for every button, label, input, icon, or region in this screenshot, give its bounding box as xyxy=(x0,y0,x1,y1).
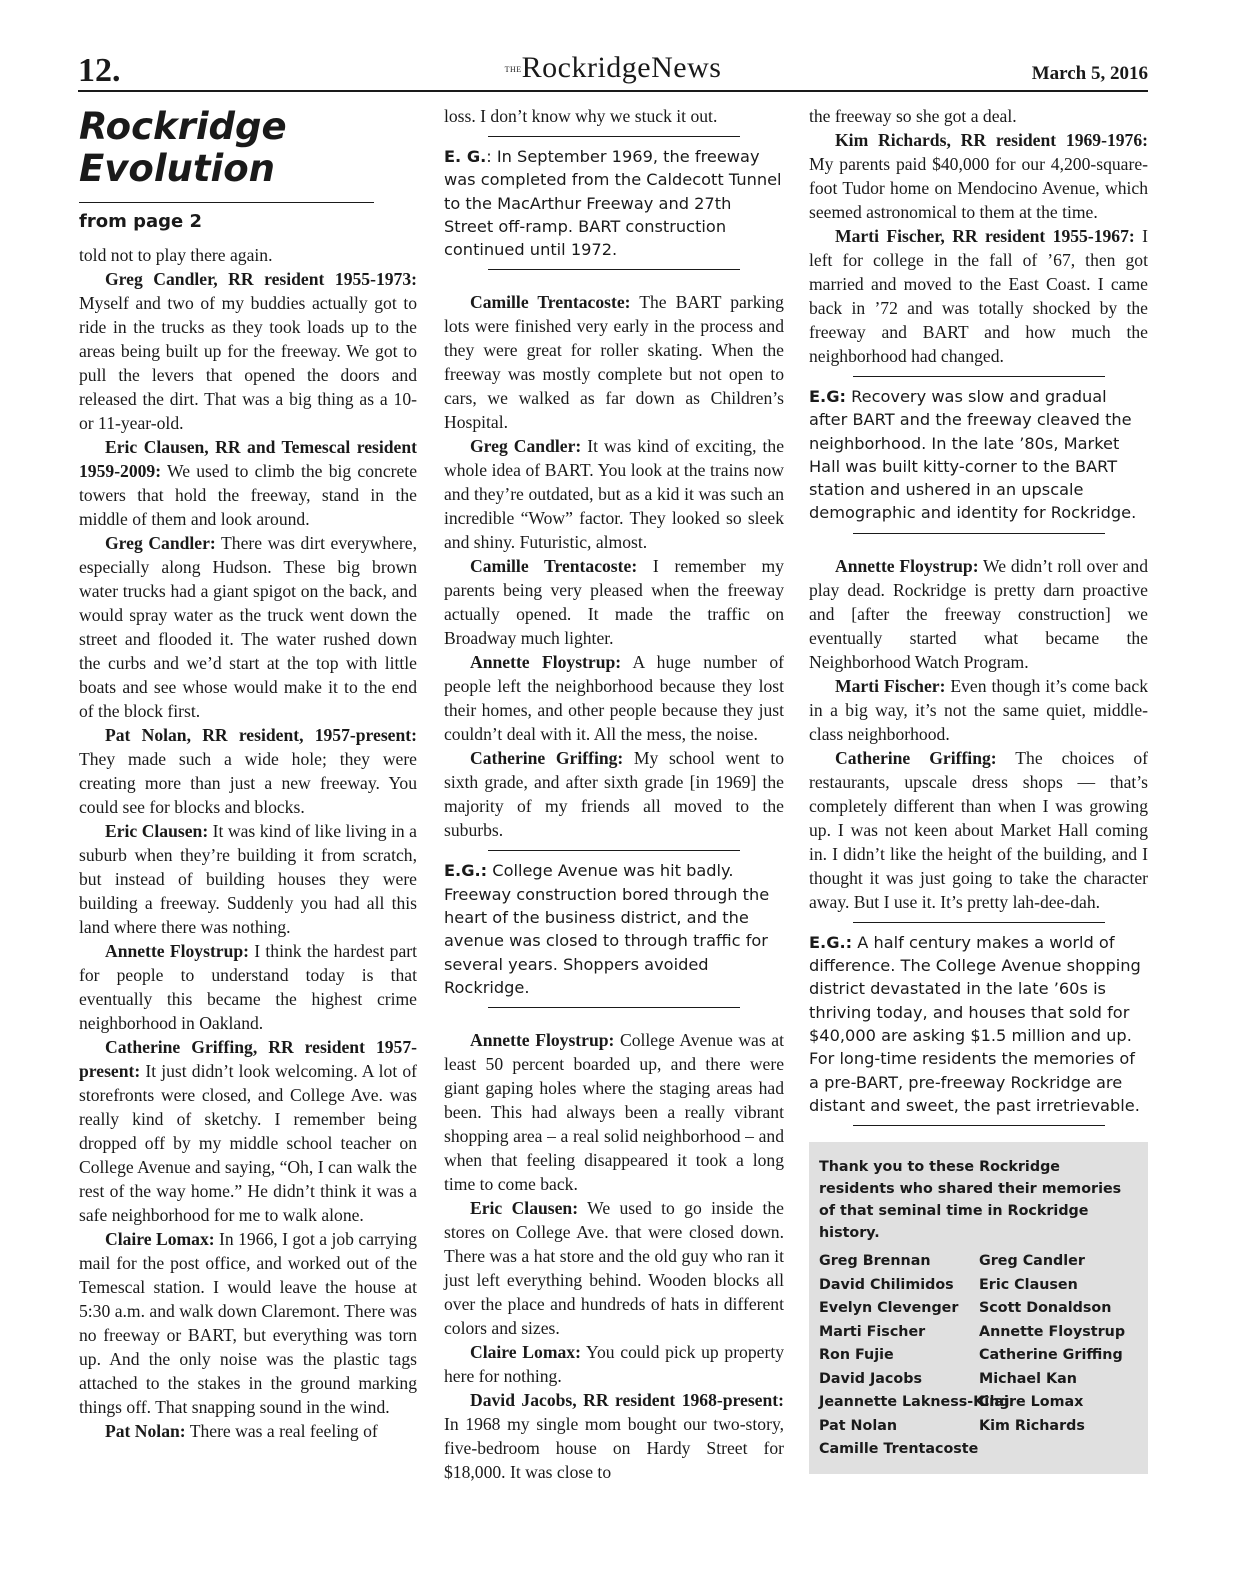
editor-note-label: E.G.: xyxy=(444,861,488,881)
divider-rule xyxy=(488,850,740,851)
speaker-name: Marti Fischer: xyxy=(835,675,946,696)
contributor-name: Annette Floystrup xyxy=(979,1323,1126,1340)
paragraph xyxy=(79,243,417,267)
paragraph xyxy=(79,723,417,819)
newspaper-name-article: THE xyxy=(504,65,522,74)
contributor-name: Evelyn Clevenger xyxy=(819,1300,959,1317)
paragraph xyxy=(444,1340,784,1388)
paragraph xyxy=(809,128,1148,224)
speaker-name: Annette Floystrup: xyxy=(835,555,979,576)
contributor-name: Greg Candler xyxy=(979,1253,1085,1270)
divider-rule xyxy=(853,922,1105,923)
paragraph: the freeway so she got a deal. xyxy=(809,106,1017,126)
paragraph xyxy=(444,1196,784,1340)
quote-text: A huge number of people left the neighborhood because they lost their homes, and other people because they just couldn’t deal with it. All the mess, the noise. xyxy=(444,652,784,745)
quote-text: You could pick up property here for nothing. xyxy=(444,1342,785,1387)
paragraph xyxy=(444,1388,784,1484)
speaker-name: David Jacobs, RR resident 1968-present: xyxy=(470,1390,784,1411)
column-3 xyxy=(809,104,1148,1474)
speaker-name: Claire Lomax: xyxy=(470,1342,581,1363)
paragraph xyxy=(809,674,1148,746)
paragraph xyxy=(444,434,784,554)
column-2 xyxy=(444,104,784,1484)
quote-text: It was kind of like living in a suburb when they’re building it from scratch, but instead of building houses they were building a freeway. Suddenly you had all this land where there was nothing. xyxy=(79,821,417,937)
article-title-line-2: Evolution xyxy=(79,147,275,190)
editor-note xyxy=(809,385,1148,525)
contributor-name: Claire Lomax xyxy=(979,1394,1084,1411)
page-number: 12. xyxy=(78,52,121,89)
thank-you-intro: Thank you to these Rockridge residents who shared their memories of that seminal time in Rockridge history. xyxy=(819,1159,1122,1242)
quote-text: Even though it’s come back in a big way, it’s not the same quiet, middle-class neighborhood. xyxy=(809,675,1148,744)
thank-you-box xyxy=(809,1142,1148,1474)
contributor-name: Ron Fujie xyxy=(819,1347,894,1364)
quote-text: I left for college in the fall of ’67, then got married and moved to the East Coast. I came back in ’72 and was totally shocked by the freeway and BART and how much the neighborhood had changed. xyxy=(809,226,1148,366)
speaker-name: Eric Clausen: xyxy=(470,1198,579,1219)
divider-rule xyxy=(853,533,1105,534)
contributor-name: David Jacobs xyxy=(819,1370,922,1387)
quote-text: My parents paid $40,000 for our 4,200-square-foot Tudor home on Mendocino Avenue, which seemed astronomical to them at the time. xyxy=(809,154,1148,222)
paragraph xyxy=(809,224,1148,368)
speaker-name: Catherine Griffing, RR resident 1957-present: xyxy=(79,1037,417,1081)
speaker-name: Camille Trentacoste: xyxy=(470,556,638,577)
editor-note xyxy=(444,145,784,261)
masthead xyxy=(78,50,1148,92)
contributor-name: Kim Richards xyxy=(979,1417,1085,1434)
speaker-name: Pat Nolan: xyxy=(105,1421,186,1441)
issue-date: March 5, 2016 xyxy=(1031,63,1148,84)
paragraph: loss. I don’t know why we stuck it out. xyxy=(444,106,718,126)
speaker-name: Claire Lomax: xyxy=(105,1229,215,1249)
divider-rule xyxy=(488,269,740,270)
column-1 xyxy=(79,104,417,1443)
divider-rule xyxy=(853,376,1105,377)
speaker-name: Greg Candler, RR resident 1955-1973: xyxy=(105,269,417,289)
quote-text: We didn’t roll over and play dead. Rockridge is pretty darn proactive and [after the freeway construction] we eventually started what became the Neighborhood Watch Program. xyxy=(809,555,1149,672)
paragraph xyxy=(79,1419,417,1443)
divider-rule xyxy=(488,136,740,137)
paragraph xyxy=(444,290,784,434)
contributor-name: Greg Brennan xyxy=(819,1253,931,1270)
speaker-name: Pat Nolan, RR resident, 1957-present: xyxy=(105,725,417,745)
contributor-name: Marti Fischer xyxy=(819,1323,926,1340)
contributor-name: Eric Clausen xyxy=(979,1276,1078,1293)
speaker-name: Marti Fischer, RR resident 1955-1967: xyxy=(835,226,1135,246)
editor-note-text: A half century makes a world of difference. The College Avenue shopping district devastated in the late ’60s is thriving today, and houses that sold for $40,000 are asking $1.5 million and up. For long-time residents the memories of a pre-BART, pre-freeway Rockridge are distant and sweet, the past irretrievable. xyxy=(809,932,1141,1115)
continued-from: from page 2 xyxy=(79,211,203,232)
speaker-name: Greg Candler: xyxy=(470,436,582,457)
quote-text: I remember my parents being very pleased when the freeway actually opened. It made the traffic on Broadway much lighter. xyxy=(444,556,784,649)
paragraph xyxy=(79,531,417,723)
quote-text: Myself and two of my buddies actually got to ride in the trucks as they took loads up to the areas being built up for the freeway. We got to pull the levers that opened the doors and released the dirt. That was a big thing as a 10- or 11-year-old. xyxy=(79,293,417,433)
speaker-name: Annette Floystrup: xyxy=(470,1030,615,1051)
newspaper-name-text: RockridgeNews xyxy=(521,51,722,84)
title-rule xyxy=(79,202,374,203)
masthead-rule xyxy=(78,90,1148,92)
editor-note-label: E.G.: xyxy=(809,932,853,952)
quote-text: The BART parking lots were finished very early in the process and they were great for roller skating. When the freeway was mostly complete but not open to cars, we walked as far down as Children’s Hospital. xyxy=(444,292,784,433)
editor-note xyxy=(809,931,1148,1117)
quote-text: College Avenue was at least 50 percent boarded up, and there were giant gaping holes where the staging areas had been. This had always been a really vibrant shopping area – a real solid neighborhood – and when that feeling disappeared it took a long time to come back. xyxy=(444,1030,785,1195)
quote-text: It just didn’t look welcoming. A lot of storefronts were closed, and College Ave. was really kind of sketchy. I remember being dropped off by my middle school teacher on College Avenue and saying, “Oh, I can walk the rest of the way home.” He didn’t think it was a safe neighborhood for me to walk alone. xyxy=(79,1061,417,1225)
speaker-name: Annette Floystrup: xyxy=(470,652,622,673)
paragraph xyxy=(444,1028,784,1196)
divider-rule xyxy=(488,1007,740,1008)
quote-text: There was a real feeling of xyxy=(185,1421,378,1441)
quote-text: It was kind of exciting, the whole idea of BART. You look at the trains now and they’re outdated, but as a kid it was such an incredible “Wow” factor. They looked so sleek and shiny. Futuristic, almost. xyxy=(444,436,784,553)
editor-note-label: E. G. xyxy=(444,147,487,166)
paragraph xyxy=(809,746,1148,914)
editor-note xyxy=(444,859,784,999)
speaker-name: Kim Richards, RR resident 1969-1976: xyxy=(835,130,1148,150)
column-3-body-a xyxy=(809,128,1148,368)
speaker-name: Catherine Griffing: xyxy=(470,748,624,769)
speaker-name: Eric Clausen: xyxy=(105,821,209,841)
paragraph xyxy=(444,746,784,842)
quote-text: In 1966, I got a job carrying mail for the post office, and worked out of the Temescal station. I would leave the house at 5:30 a.m. and walk down Claremont. There was no freeway or BART, but everything was torn up. And the only noise was the plastic tags attached to the stakes in the ground marking things off. That snapping sound in the wind. xyxy=(79,1229,417,1417)
contributor-name: David Chilimidos xyxy=(819,1276,954,1293)
quote-text: I think the hardest part for people to understand today is that eventually this became the highest crime neighborhood in Oakland. xyxy=(79,941,418,1033)
divider-rule xyxy=(853,1125,1105,1126)
paragraph xyxy=(444,650,784,746)
quote-text: told not to play there again. xyxy=(79,245,273,265)
paragraph xyxy=(444,554,784,650)
paragraph xyxy=(79,1035,417,1227)
paragraph xyxy=(79,819,417,939)
paragraph xyxy=(79,435,417,531)
contributor-name: Jeannette Lakness-King xyxy=(819,1394,1010,1411)
column-3-body-b xyxy=(809,554,1148,914)
contributor-name: Camille Trentacoste xyxy=(819,1441,979,1458)
quote-text: My school went to sixth grade, and after sixth grade [in 1969] the majority of my friends all moved to the suburbs. xyxy=(444,748,785,841)
article-title-line-1: Rockridge xyxy=(79,105,287,148)
paragraph xyxy=(79,267,417,435)
quote-text: They made such a wide hole; they were creating more than just a new freeway. You could see for blocks and blocks. xyxy=(79,749,417,817)
paragraph xyxy=(79,939,417,1035)
quote-text: We used to go inside the stores on College Ave. that were closed down. There was a hat store and the old guy who ran it just left everything behind. Wooden blocks all over the place and hundreds of hats in different colors and sizes. xyxy=(444,1198,784,1339)
speaker-name: Camille Trentacoste: xyxy=(470,292,631,313)
quote-text: The choices of restaurants, upscale dress shops — that’s completely different than when I was growing up. I was not keen about Market Hall coming in. I didn’t like the height of the building, and I thought it was just going to take the character away. But I use it. It’s pretty lah-dee-dah. xyxy=(809,747,1148,912)
speaker-name: Catherine Griffing: xyxy=(835,747,997,768)
paragraph xyxy=(79,1227,417,1419)
column-1-body xyxy=(79,243,417,1443)
contributor-name: Scott Donaldson xyxy=(979,1300,1112,1317)
article-title xyxy=(79,106,417,190)
column-2-body-a xyxy=(444,290,784,842)
speaker-name: Eric Clausen, RR and Temescal resident 1959-2009: xyxy=(79,437,417,481)
quote-text: We used to climb the big concrete towers that hold the freeway, stand in the middle of them and look around. xyxy=(79,461,417,529)
speaker-name: Annette Floystrup: xyxy=(105,941,250,961)
quote-text: There was dirt everywhere, especially along Hudson. These big brown water trucks had a giant spigot on the back, and would spray water as the truck went down the street and flooded it. The water rushed down the curbs and we’d start at the top with little boats and see whose would make it to the end of the block first. xyxy=(79,533,417,721)
editor-note-label: E.G: xyxy=(809,387,846,406)
contributor-name: Catherine Griffing xyxy=(979,1347,1123,1364)
contributor-list xyxy=(819,1250,1138,1462)
editor-note-text: : In September 1969, the freeway was completed from the Caldecott Tunnel to the MacArthur Freeway and 27th Street off-ramp. BART construction continued until 1972. xyxy=(444,147,782,260)
speaker-name: Greg Candler: xyxy=(105,533,216,553)
contributor-name: Michael Kan xyxy=(979,1370,1077,1387)
newspaper-name xyxy=(78,50,1148,86)
editor-note-text: College Avenue was hit badly. Freeway construction bored through the heart of the business district, and the avenue was closed to through traffic for several years. Shoppers avoided Rockridge. xyxy=(444,861,770,997)
paragraph xyxy=(809,554,1148,674)
editor-note-text: Recovery was slow and gradual after BART and the freeway cleaved the neighborhood. In the late ’80s, Market Hall was built kitty-corner to the BART station and ushered in an upscale demographic and identity for Rockridge. xyxy=(809,387,1137,523)
column-2-body-b xyxy=(444,1028,784,1484)
contributor-name: Pat Nolan xyxy=(819,1417,898,1434)
quote-text: In 1968 my single mom bought our two-story, five-bedroom house on Hardy Street for $18,000. It was close to xyxy=(444,1414,784,1483)
